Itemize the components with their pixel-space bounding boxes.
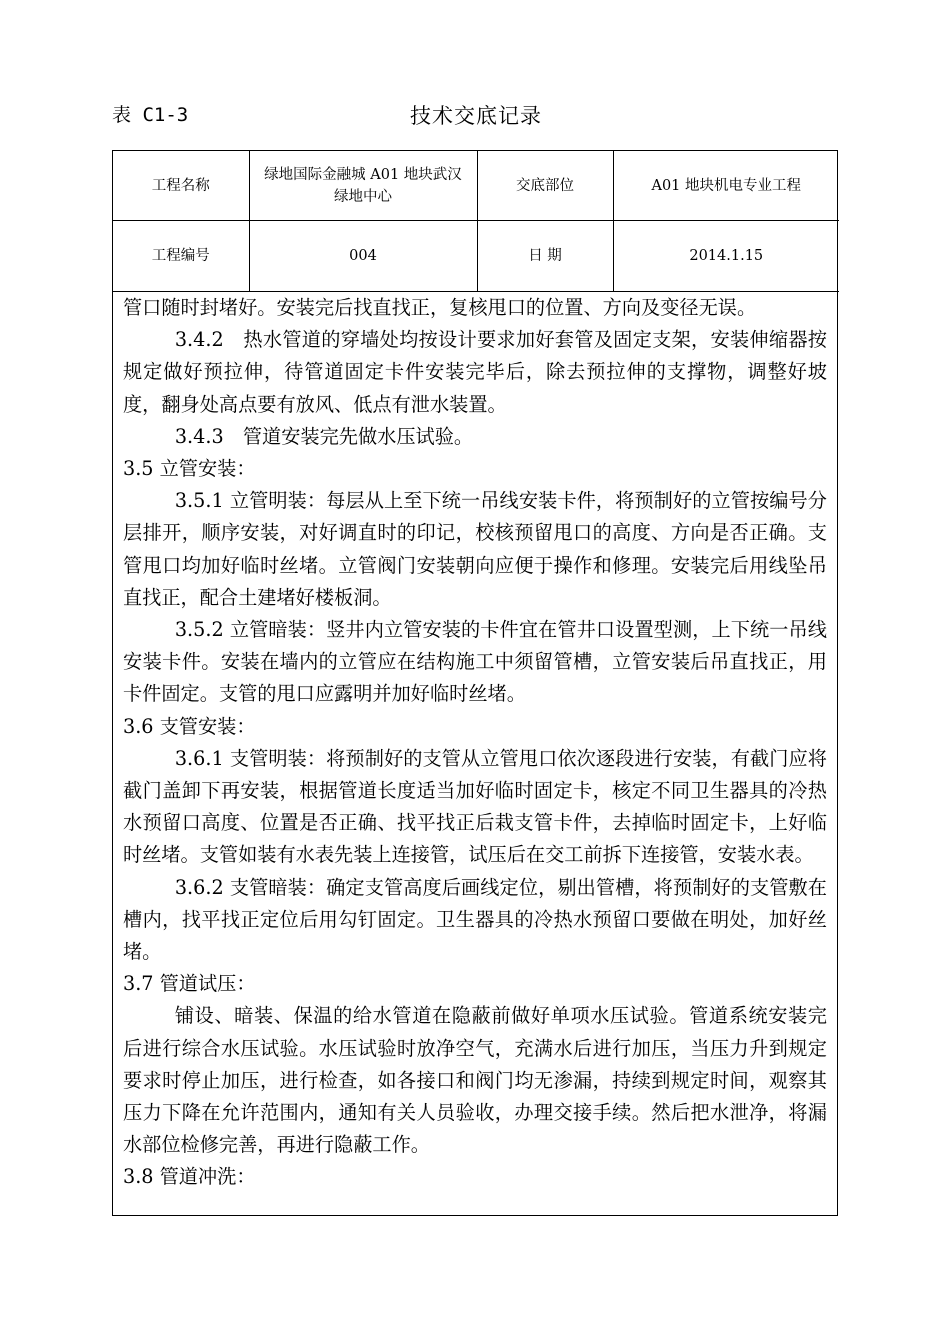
table-row [113, 151, 839, 221]
page-title: 技术交底记录 [410, 104, 542, 128]
paragraph: 3.5.2 立管暗装：竖井内立管安装的卡件宜在管井口设置型测，上下统一吊线安装卡件。安装在墙内的立管应在结构施工中须留管槽，立管安装后吊直找正，用卡件固定。支管的甩口应露明并加好临时丝堵。 [123, 618, 827, 706]
section-heading: 3.8 管道冲洗： [123, 1165, 256, 1189]
table-row [113, 221, 839, 292]
section-heading: 3.5 立管安装： [123, 457, 256, 481]
project-name-label: 工程名称 [113, 151, 249, 221]
record-frame [112, 150, 838, 1216]
paragraph: 3.6.1 支管明装：将预制好的支管从立管甩口依次逐段进行安装，有截门应将截门盖卸下再安装，根据管道长度适当加好临时固定卡，核定不同卫生器具的冷热水预留口高度、位置是否正确、找平找正后栽支管卡件，去掉临时固定卡，上好临时丝堵。支管如装有水表先装上连接管，试压后在交工前拆下连接管，安装水表。 [123, 746, 827, 867]
form-code: 表 C1-3 [112, 104, 189, 126]
paragraph: 3.4.2 热水管道的穿墙处均按设计要求加好套管及固定支架，安装伸缩器按规定做好预拉伸，待管道固定卡件安装完毕后，除去预拉伸的支撑物，调整好坡度，翻身处高点要有放风、低点有泄水装置。 [123, 328, 827, 416]
section-heading: 3.6 支管安装： [123, 714, 256, 738]
section-heading: 3.7 管道试压： [123, 972, 256, 996]
disclosure-part-value: A01 地块机电专业工程 [613, 151, 839, 221]
paragraph: 3.4.3 管道安装完先做水压试验。 [174, 424, 474, 448]
disclosure-part-label: 交底部位 [477, 151, 613, 221]
project-number-value: 004 [249, 221, 477, 292]
paragraph: 3.6.2 支管暗装：确定支管高度后画线定位，剔出管槽，将预制好的支管敷在槽内，找平找正定位后用勾钉固定。卫生器具的冷热水预留口要做在明处，加好丝堵。 [123, 875, 827, 964]
project-info-table [113, 151, 839, 292]
disclosure-content [113, 292, 837, 1194]
project-name-value: 绿地国际金融城 A01 地块武汉绿地中心 [249, 151, 477, 221]
date-value: 2014.1.15 [613, 221, 839, 292]
paragraph: 铺设、暗装、保温的给水管道在隐蔽前做好单项水压试验。管道系统安装完后进行综合水压试验。水压试验时放净空气，充满水后进行加压，当压力升到规定要求时停止加压，进行检查，如各接口和阀门均无渗漏，持续到规定时间，观察其压力下降在允许范围内，通知有关人员验收，办理交接手续。然后把水泄净，将漏水部位检修完善，再进行隐蔽工作。 [123, 1004, 827, 1157]
page-header [112, 100, 840, 130]
paragraph: 3.5.1 立管明装：每层从上至下统一吊线安装卡件，将预制好的立管按编号分层排开，顺序安装，对好调直时的印记，校核预留甩口的高度、方向是否正确。支管甩口均加好临时丝堵。立管阀门安装朝向应便于操作和修理。安装完后用线坠吊直找正，配合土建堵好楼板洞。 [123, 489, 827, 609]
paragraph: 管口随时封堵好。安装完后找直找正，复核甩口的位置、方向及变径无误。 [123, 296, 757, 319]
project-number-label: 工程编号 [113, 221, 249, 292]
date-label: 日 期 [477, 221, 613, 292]
